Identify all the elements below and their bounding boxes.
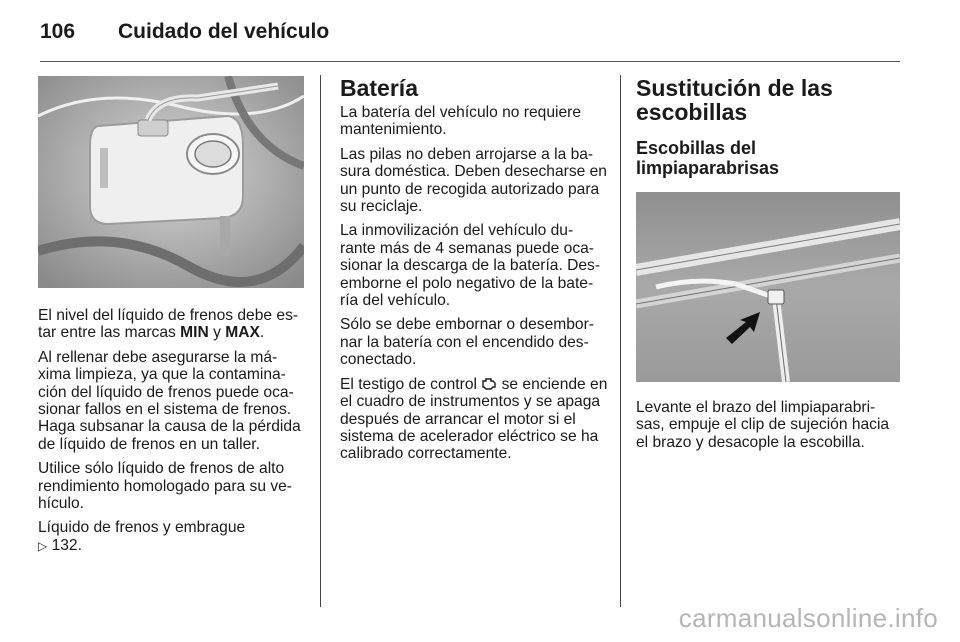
brake-fluid-level-paragraph [38, 307, 306, 342]
min-mark-label: MIN [180, 324, 209, 342]
brake-fluid-reservoir-illustration [38, 76, 304, 288]
column-battery [340, 76, 608, 470]
windshield-wiper-subheading: Escobillas del limpiaparabrisas [636, 138, 780, 178]
paragraph-text: se enciende en el cuadro de instrumentos y se apaga después de arrancar el motor si el sistema de acelerador eléctrico se ha calibrado correctamente. [340, 375, 608, 463]
wiper-instructions [636, 399, 902, 458]
wiper-procedure-paragraph: Levante el brazo del limpiaparabri-sas, empuje el clip de sujeción hacia el brazo y desacople la escobilla. [636, 399, 890, 451]
battery-storage-paragraph: La inmovilización del vehículo du-rante más de 4 semanas puede oca-sionar la descarga de la batería. Des-emborne el polo negativo de la bate-ría del vehículo. [340, 222, 601, 310]
max-mark-label: MAX [225, 324, 260, 342]
watermark-text: carmanualsonline.info [678, 603, 938, 633]
wiper-arm-illustration [636, 192, 900, 382]
header-rule [40, 61, 900, 62]
paragraph-text: y [208, 324, 226, 342]
engine-warning-icon [481, 377, 497, 391]
wiper-replacement-heading: Sustitución de las escobillas [636, 75, 833, 125]
column-divider-left [320, 75, 321, 607]
column-brake-fluid [38, 307, 306, 562]
battery-heading: Batería [340, 75, 418, 101]
refill-cleanliness-paragraph: Al rellenar debe asegurarse la má-xima limpieza, ya que la contamina-ción del líquido de frenos puede oca-sionar fallos en el sistema de frenos. Haga subsanar la causa de la pérdida de líquido de frenos en un taller. [38, 348, 301, 453]
paragraph-text: El testigo de control [340, 375, 482, 393]
fluid-type-paragraph: Utilice sólo líquido de frenos de alto rendimiento homologado para su ve-hículo. [38, 460, 292, 513]
page-number: 106 [40, 20, 76, 43]
cross-reference-label: Líquido de frenos y embrague [38, 519, 246, 537]
battery-disposal-paragraph: Las pilas no deben arrojarse a la ba-sura doméstica. Deben desecharse en un punto de recogida autorizado para su reciclaje. [340, 145, 607, 216]
paragraph-text: El nivel del líquido de frenos debe es-tar entre las marcas [38, 307, 299, 342]
page-reference-link[interactable]: 132. [51, 536, 82, 554]
control-light-paragraph [340, 376, 608, 463]
column-divider-right [620, 75, 621, 607]
battery-maintenance-paragraph: La batería del vehículo no requiere mantenimiento. [340, 104, 582, 139]
section-title: Cuidado del vehículo [118, 20, 330, 43]
paragraph-text: . [259, 324, 265, 342]
arrow-triangle-icon: ▷ [38, 538, 48, 553]
battery-connect-paragraph: Sólo se debe embornar o desembor-nar la batería con el encendido des-conectado. [340, 316, 594, 369]
column-wiper-blades [636, 76, 902, 188]
cross-reference-paragraph [38, 519, 306, 555]
